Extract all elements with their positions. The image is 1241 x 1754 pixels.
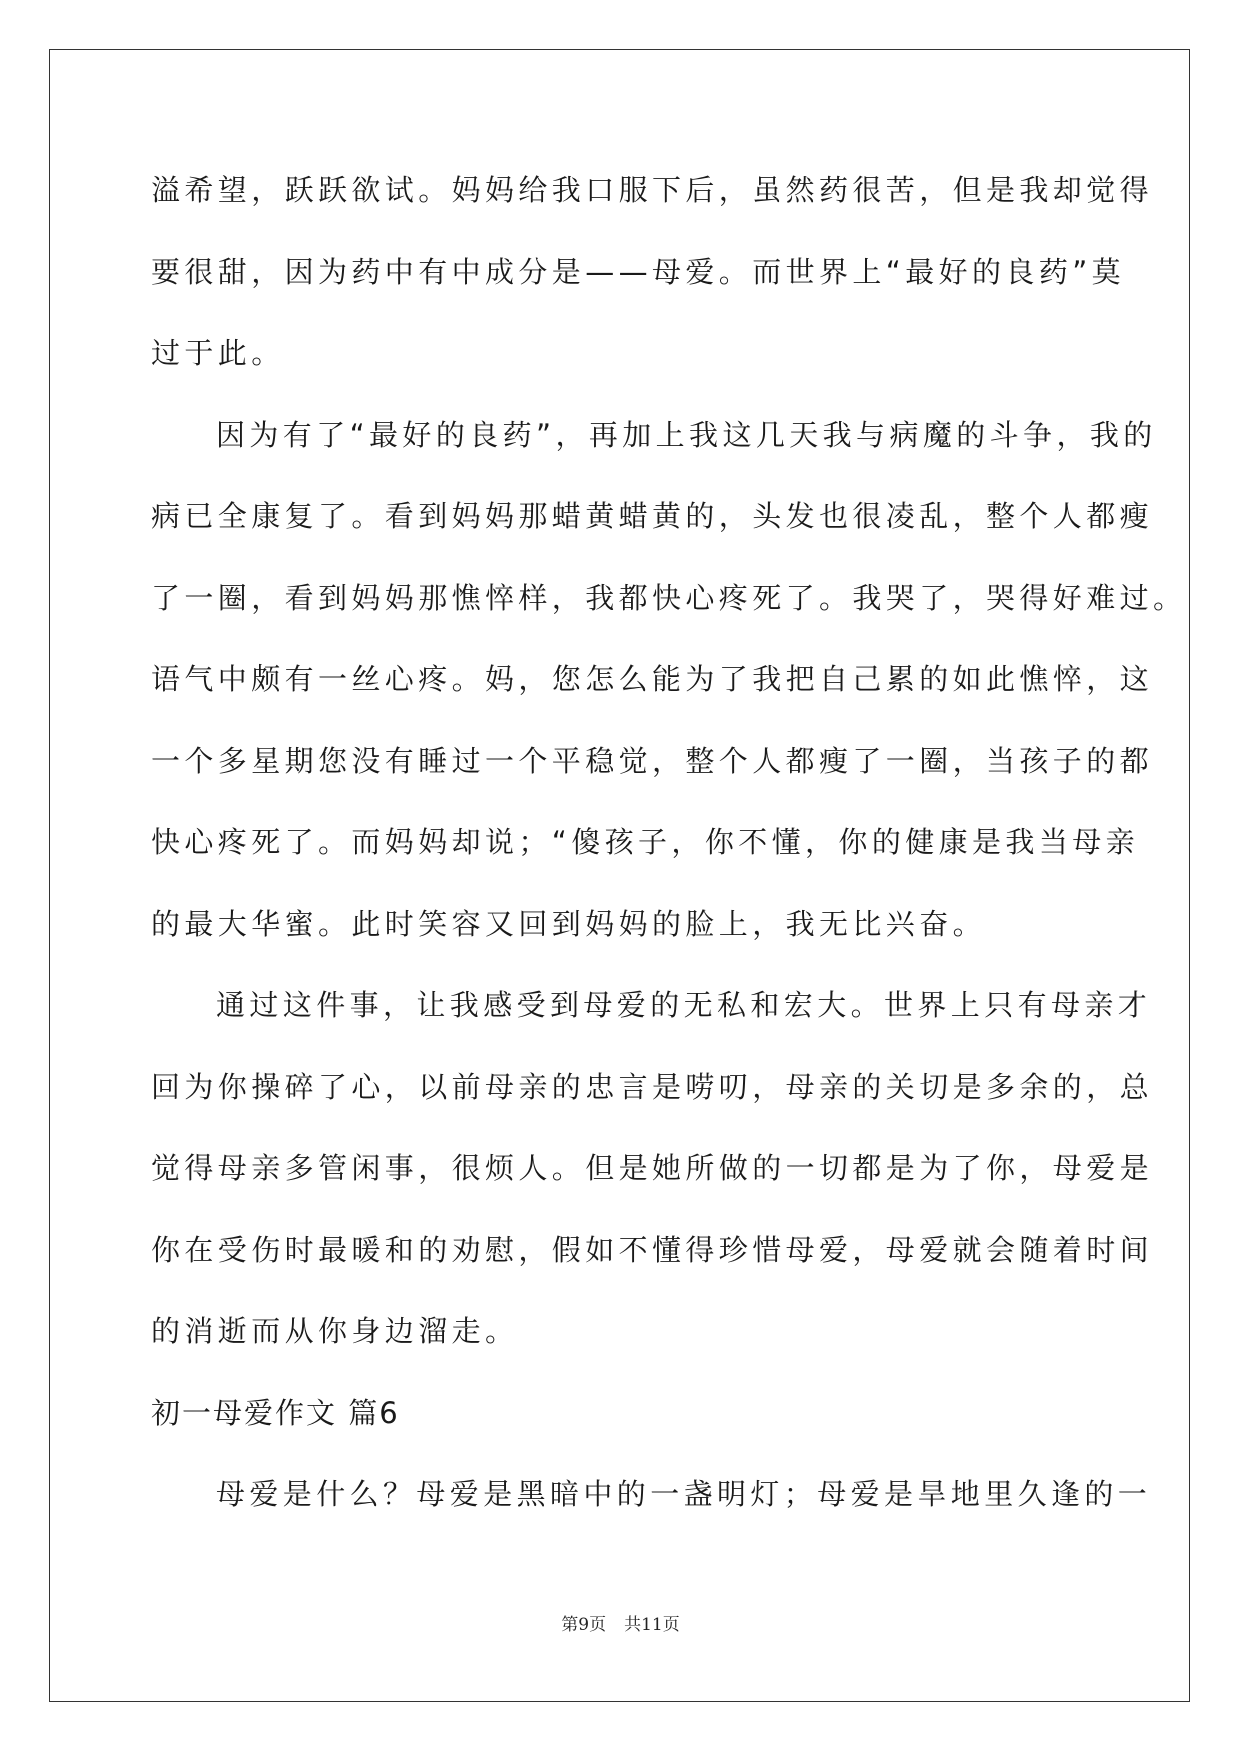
text-line: 因为有了“最好的良药”，再加上我这几天我与病魔的斗争，我的 (216, 417, 1157, 452)
text-line: 的最大华蜜。此时笑容又回到妈妈的脸上，我无比兴奋。 (151, 906, 987, 941)
document-body (151, 150, 1187, 1536)
text-line: 觉得母亲多管闲事，很烦人。但是她所做的一切都是为了你，母爱是 (151, 1151, 1154, 1185)
section-heading: 初一母爱作文 篇6 (151, 1395, 400, 1430)
text-line: 要很甜，因为药中有中成分是——母爱。而世界上“最好的良药”莫 (151, 254, 1126, 289)
text-line: 了一圈，看到妈妈那憔悴样，我都快心疼死了。我哭了，哭得好难过。 (151, 580, 1187, 615)
text-line: 母爱是什么？母爱是黑暗中的一盏明灯；母爱是旱地里久逢的一 (216, 1477, 1152, 1511)
text-line: 一个多星期您没有睡过一个平稳觉，整个人都瘦了一圈，当孩子的都 (151, 743, 1154, 778)
text-line: 回为你操碎了心，以前母亲的忠言是唠叨，母亲的关切是多余的，总 (151, 1069, 1154, 1104)
text-line: 快心疼死了。而妈妈却说；“傻孩子，你不懂，你的健康是我当母亲 (151, 825, 1140, 859)
page-number: 第9页 (561, 1615, 607, 1635)
text-line: 的消逝而从你身边溜走。 (151, 1314, 519, 1348)
text-line: 溢希望，跃跃欲试。妈妈给我口服下后，虽然药很苦，但是我却觉得 (151, 173, 1154, 207)
text-line: 通过这件事，让我感受到母爱的无私和宏大。世界上只有母亲才 (216, 988, 1152, 1022)
text-line: 过于此。 (151, 336, 285, 370)
text-line: 语气中颇有一丝心疼。妈，您怎么能为了我把自己累的如此憔悴，这 (151, 662, 1154, 696)
page-footer (0, 1610, 1241, 1635)
text-line: 你在受伤时最暖和的劝慰，假如不懂得珍惜母爱，母爱就会随着时间 (151, 1232, 1154, 1267)
page-total: 共11页 (624, 1615, 680, 1635)
text-line: 病已全康复了。看到妈妈那蜡黄蜡黄的，头发也很凌乱，整个人都瘦 (151, 499, 1154, 533)
